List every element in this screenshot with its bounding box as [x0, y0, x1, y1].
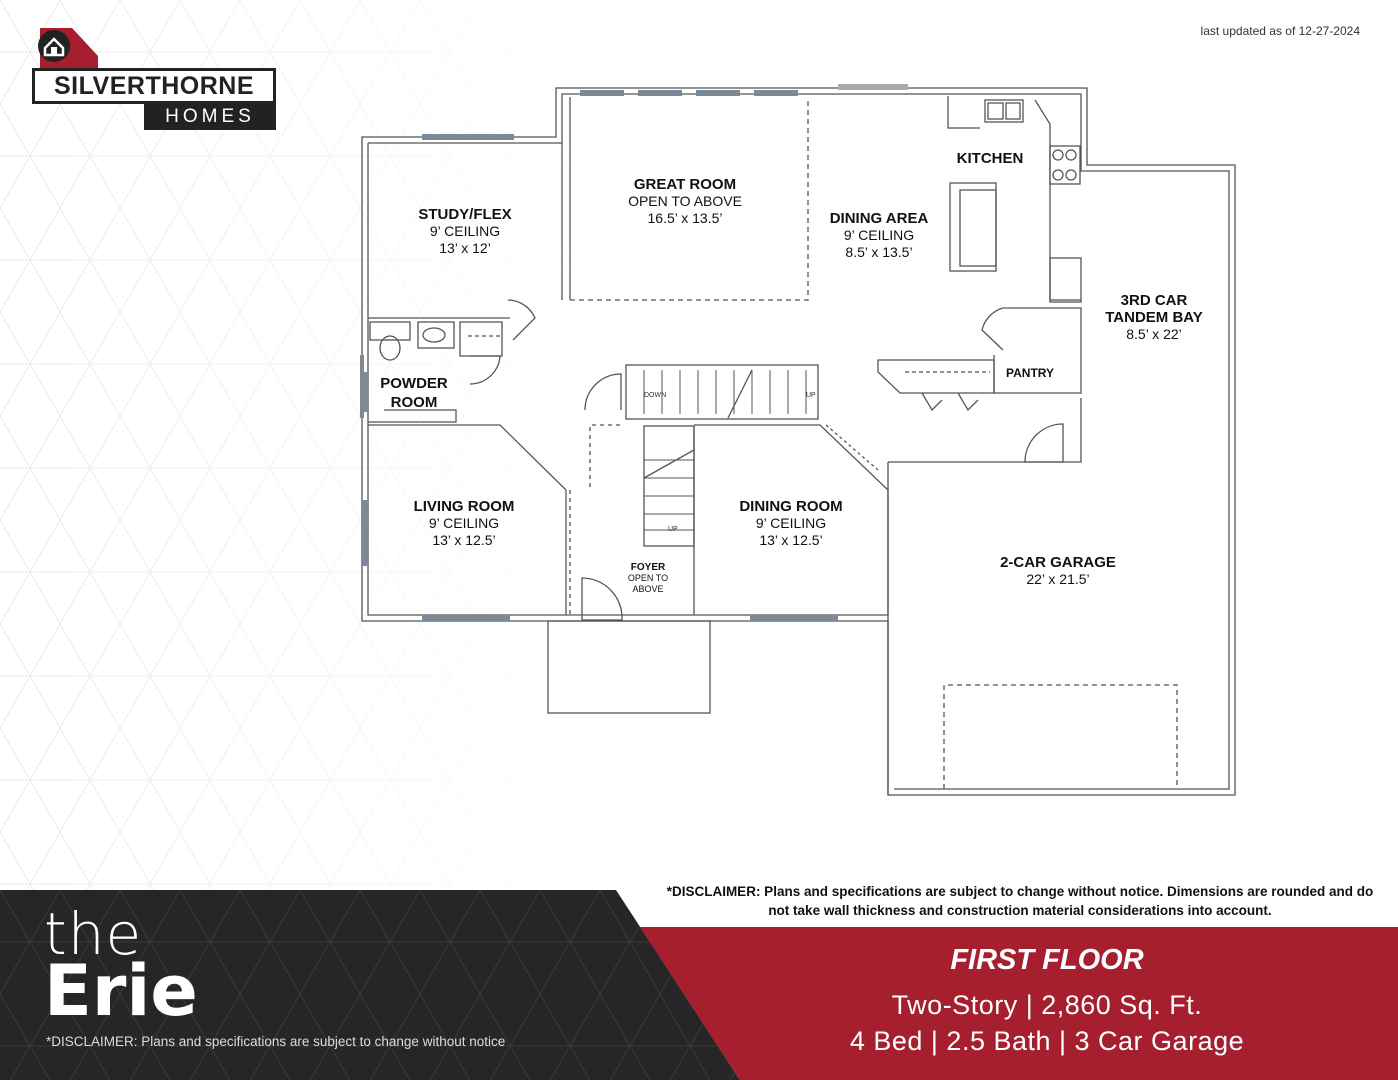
room-living: [414, 498, 515, 549]
room-name: 2-CAR GARAGE: [1000, 554, 1116, 571]
room-dining-room: [739, 498, 842, 549]
logo-brand-text: SILVERTHORNE: [32, 68, 276, 104]
room-dining-area: [830, 210, 929, 261]
room-tandem-bay: [1105, 292, 1203, 343]
stair-down-label: DOWN: [644, 392, 667, 399]
model-name: Erie: [44, 950, 198, 1032]
stair-up-label: UP: [806, 392, 816, 399]
room-name: LIVING ROOM: [413, 498, 515, 515]
room-size: 8.5’ x 22’: [1126, 326, 1182, 342]
room-powder: [380, 374, 448, 412]
model-prefix: the: [44, 900, 143, 968]
floor-title: FIRST FLOOR: [950, 944, 1144, 976]
room-name: KITCHEN: [956, 150, 1024, 167]
room-note-line2: ABOVE: [632, 584, 664, 594]
logo-sub-text: HOMES: [144, 104, 276, 130]
room-name: PANTRY: [1006, 366, 1054, 380]
room-size: 16.5’ x 13.5’: [647, 210, 723, 226]
room-size: 13’ x 12’: [439, 240, 491, 256]
room-note: OPEN TO ABOVE: [628, 193, 742, 209]
room-foyer: [628, 562, 668, 595]
stair-up-label-2: UP: [668, 526, 678, 533]
room-name: DINING ROOM: [739, 498, 843, 515]
spec-line-2: 4 Bed | 2.5 Bath | 3 Car Garage: [849, 1026, 1245, 1056]
room-size: 13’ x 12.5’: [759, 532, 823, 548]
room-name: GREAT ROOM: [633, 176, 737, 193]
room-kitchen: [957, 150, 1024, 167]
last-updated-text: last updated as of 12-27-2024: [1200, 24, 1360, 38]
room-ceiling: 9’ CEILING: [429, 223, 501, 239]
room-ceiling: 9’ CEILING: [843, 227, 915, 243]
disclaimer-long: *DISCLAIMER: Plans and specifications are subject to change without notice. Dimensions are rounded and do not take wall thickness and construction material considerations into account.: [666, 884, 1374, 918]
disclaimer-short: *DISCLAIMER: Plans and specifications are subject to change without notice: [46, 1034, 506, 1049]
room-name-line1: POWDER: [380, 375, 448, 392]
room-great-room: [628, 176, 742, 227]
room-garage: [1000, 554, 1116, 588]
room-name-line2: ROOM: [390, 394, 438, 411]
room-size: 22’ x 21.5’: [1026, 571, 1090, 587]
room-name: FOYER: [630, 562, 666, 573]
room-ceiling: 9’ CEILING: [755, 515, 827, 531]
room-size: 8.5’ x 13.5’: [845, 244, 913, 260]
room-study-flex: [418, 206, 511, 257]
room-name-line1: 3RD CAR: [1120, 292, 1188, 309]
room-name-line2: TANDEM BAY: [1105, 309, 1203, 326]
room-name: STUDY/FLEX: [418, 206, 512, 223]
room-note-line1: OPEN TO: [627, 573, 669, 583]
room-name: DINING AREA: [829, 210, 929, 227]
room-size: 13’ x 12.5’: [432, 532, 496, 548]
room-pantry: [1006, 365, 1054, 382]
room-ceiling: 9’ CEILING: [428, 515, 500, 531]
spec-line-1: Two-Story | 2,860 Sq. Ft.: [891, 990, 1203, 1020]
